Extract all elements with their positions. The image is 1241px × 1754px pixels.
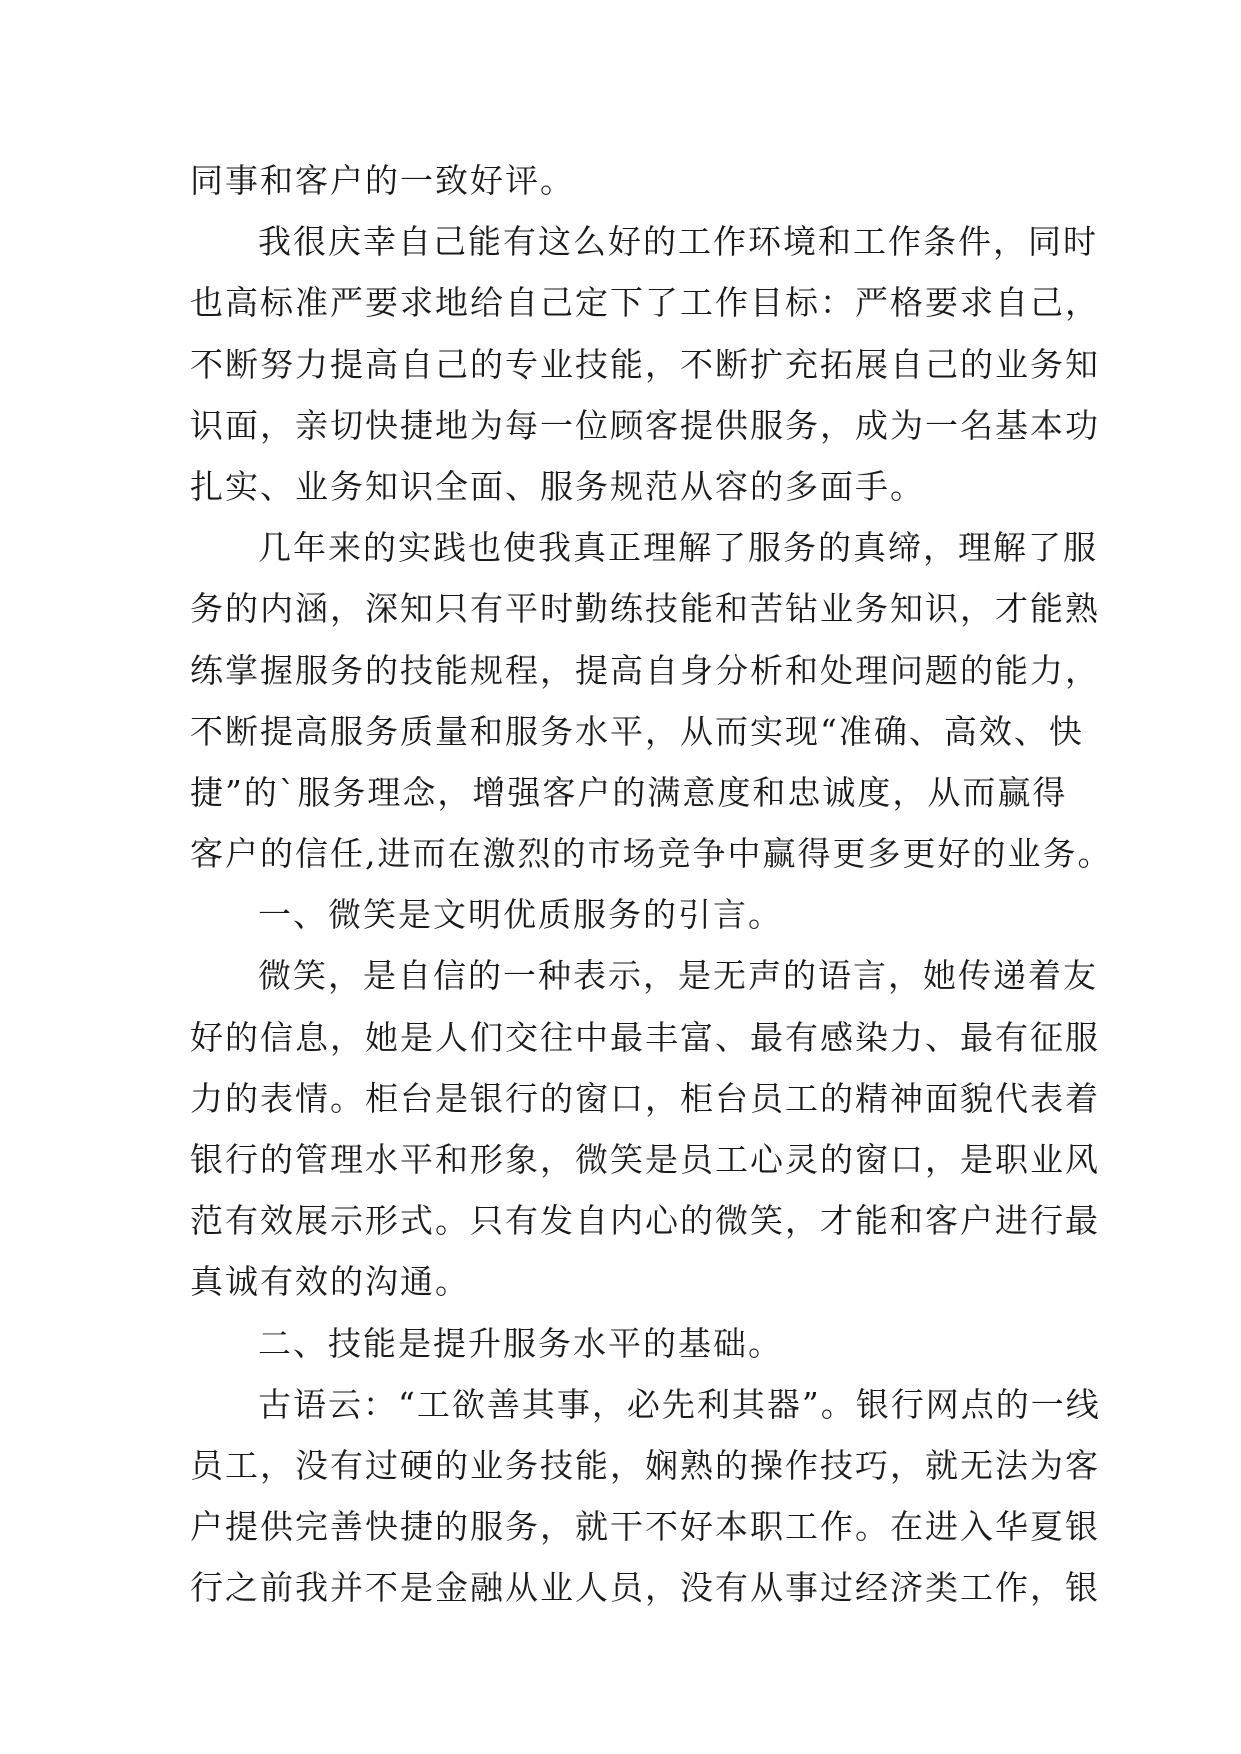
paragraph-start-line: 微笑，是自信的一种表示，是无声的语言，她传递着友: [258, 956, 1098, 996]
text-line: 客户的信任,进而在激烈的市场竞争中赢得更多更好的业务。: [190, 834, 1113, 874]
section-heading-1: 一、微笑是文明优质服务的引言。: [258, 895, 783, 935]
paragraph-start-line: 几年来的实践也使我真正理解了服务的真缔，理解了服: [258, 528, 1098, 568]
text-line: 务的内涵，深知只有平时勤练技能和苦钻业务知识，才能熟: [190, 589, 1100, 629]
text-line: 扎实、业务知识全面、服务规范从容的多面手。: [190, 466, 925, 506]
text-line: 户提供完善快捷的服务，就干不好本职工作。在进入华夏银: [190, 1507, 1100, 1547]
text-line: 同事和客户的一致好评。: [190, 161, 575, 200]
body-text: [190, 150, 1113, 1619]
text-line: 不断提高服务质量和服务水平，从而实现“准确、高效、快: [190, 711, 1084, 751]
text-line: 员工，没有过硬的业务技能，娴熟的操作技巧，就无法为客: [190, 1445, 1100, 1485]
paragraph-start-line: 我很庆幸自己能有这么好的工作环境和工作条件，同时: [258, 222, 1098, 262]
paragraph-start-line: 古语云：“工欲善其事，必先利其器”。银行网点的一线: [258, 1384, 1101, 1424]
text-line: 范有效展示形式。只有发自内心的微笑，才能和客户进行最: [190, 1201, 1100, 1241]
text-line: 也高标准严要求地给自己定下了工作目标：严格要求自己，: [190, 283, 1100, 323]
text-line: 银行的管理水平和形象，微笑是员工心灵的窗口，是职业风: [190, 1140, 1100, 1179]
section-heading-2: 二、技能是提升服务水平的基础。: [258, 1323, 783, 1363]
text-line: 练掌握服务的技能规程，提高自身分析和处理问题的能力，: [190, 650, 1100, 690]
text-line: 行之前我并不是金融从业人员，没有从事过经济类工作，银: [190, 1568, 1100, 1608]
text-line: 真诚有效的沟通。: [190, 1262, 470, 1302]
text-line: 力的表情。柜台是银行的窗口，柜台员工的精神面貌代表着: [190, 1078, 1100, 1118]
text-line: 捷”的`服务理念，增强客户的满意度和忠诚度，从而赢得: [190, 772, 1068, 812]
text-line: 识面，亲切快捷地为每一位顾客提供服务，成为一名基本功: [190, 405, 1100, 445]
text-line: 不断努力提高自己的专业技能，不断扩充拓展自己的业务知: [190, 344, 1100, 384]
text-line: 好的信息，她是人们交往中最丰富、最有感染力、最有征服: [190, 1017, 1100, 1057]
